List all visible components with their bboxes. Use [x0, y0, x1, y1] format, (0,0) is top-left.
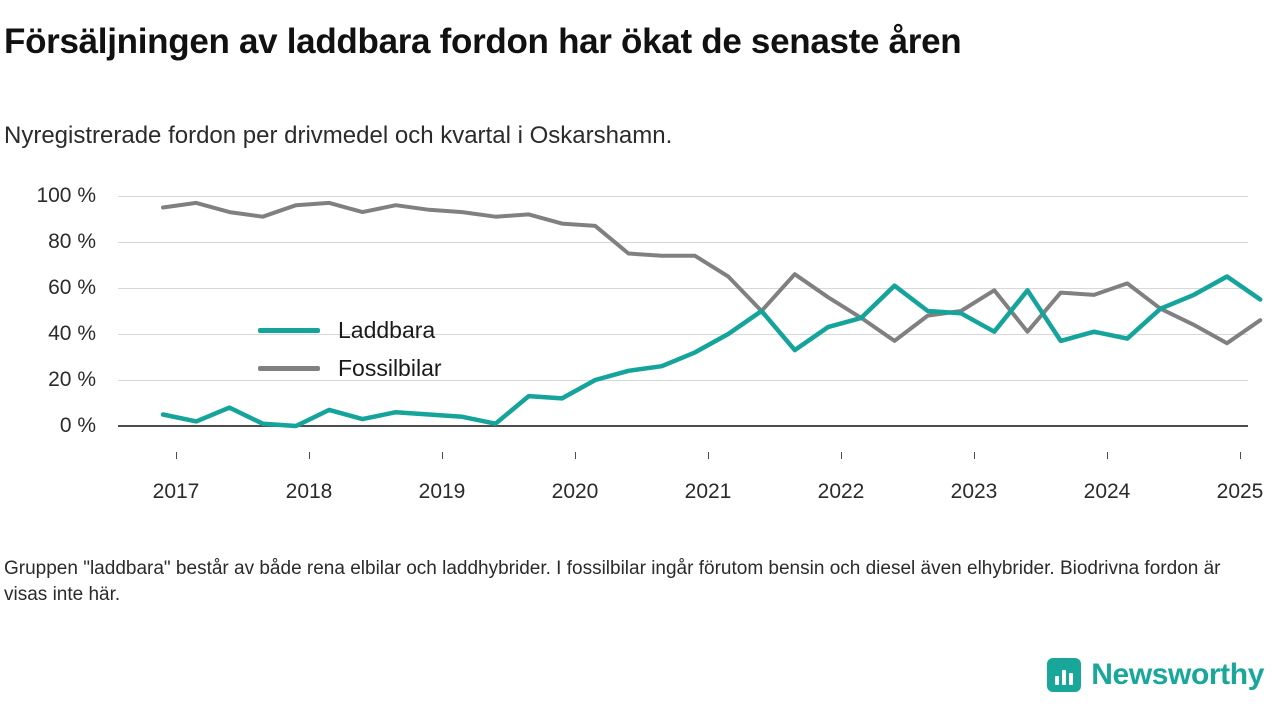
chart-legend	[258, 311, 442, 387]
x-tick-2020	[575, 452, 576, 459]
plot-area	[36, 184, 1264, 503]
x-tick-label-2023: 2023	[950, 480, 998, 503]
x-tick-2018	[309, 452, 310, 459]
y-tick-label-0: 0 %	[59, 414, 96, 437]
y-tick-label-20: 20 %	[48, 368, 96, 391]
page-title: Försäljningen av laddbara fordon har ökat de senaste åren	[4, 22, 962, 61]
chart-footnote: Gruppen "laddbara" består av både rena elbilar och laddhybrider. I fossilbilar ingår förutom bensin och diesel även elhybrider. Biodrivna fordon är visas inte här.	[4, 558, 1221, 606]
y-tick-label-60: 60 %	[48, 276, 96, 299]
y-tick-label-100: 100 %	[36, 184, 96, 207]
x-tick-label-2017: 2017	[152, 480, 200, 503]
page-subtitle: Nyregistrerade fordon per drivmedel och kvartal i Oskarshamn.	[4, 122, 673, 149]
chart-container	[0, 170, 1264, 510]
x-tick-label-2019: 2019	[418, 480, 466, 503]
x-tick-2017	[176, 452, 177, 459]
legend-swatch-fossilbilar	[258, 366, 320, 371]
legend-item-fossilbilar	[258, 349, 442, 387]
x-tick-2019	[442, 452, 443, 459]
x-tick-2025	[1240, 452, 1241, 459]
x-tick-2022	[841, 452, 842, 459]
brand-name: Newsworthy	[1091, 658, 1264, 691]
legend-item-laddbara	[258, 311, 442, 349]
y-tick-label-80: 80 %	[48, 230, 96, 253]
legend-label-laddbara: Laddbara	[338, 316, 436, 343]
brand-logo	[1047, 658, 1264, 692]
y-tick-label-40: 40 %	[48, 322, 96, 345]
legend-swatch-laddbara	[258, 328, 320, 333]
x-tick-label-2018: 2018	[285, 480, 333, 503]
x-tick-2024	[1107, 452, 1108, 459]
x-tick-label-2022: 2022	[817, 480, 865, 503]
x-tick-label-2024: 2024	[1083, 480, 1131, 503]
x-tick-2021	[708, 452, 709, 459]
x-tick-label-2025: 2025	[1216, 480, 1264, 503]
x-tick-2023	[974, 452, 975, 459]
bar-chart-icon	[1047, 658, 1081, 692]
x-tick-label-2020: 2020	[551, 480, 599, 503]
legend-label-fossilbilar: Fossilbilar	[338, 354, 442, 381]
x-tick-label-2021: 2021	[684, 480, 732, 503]
